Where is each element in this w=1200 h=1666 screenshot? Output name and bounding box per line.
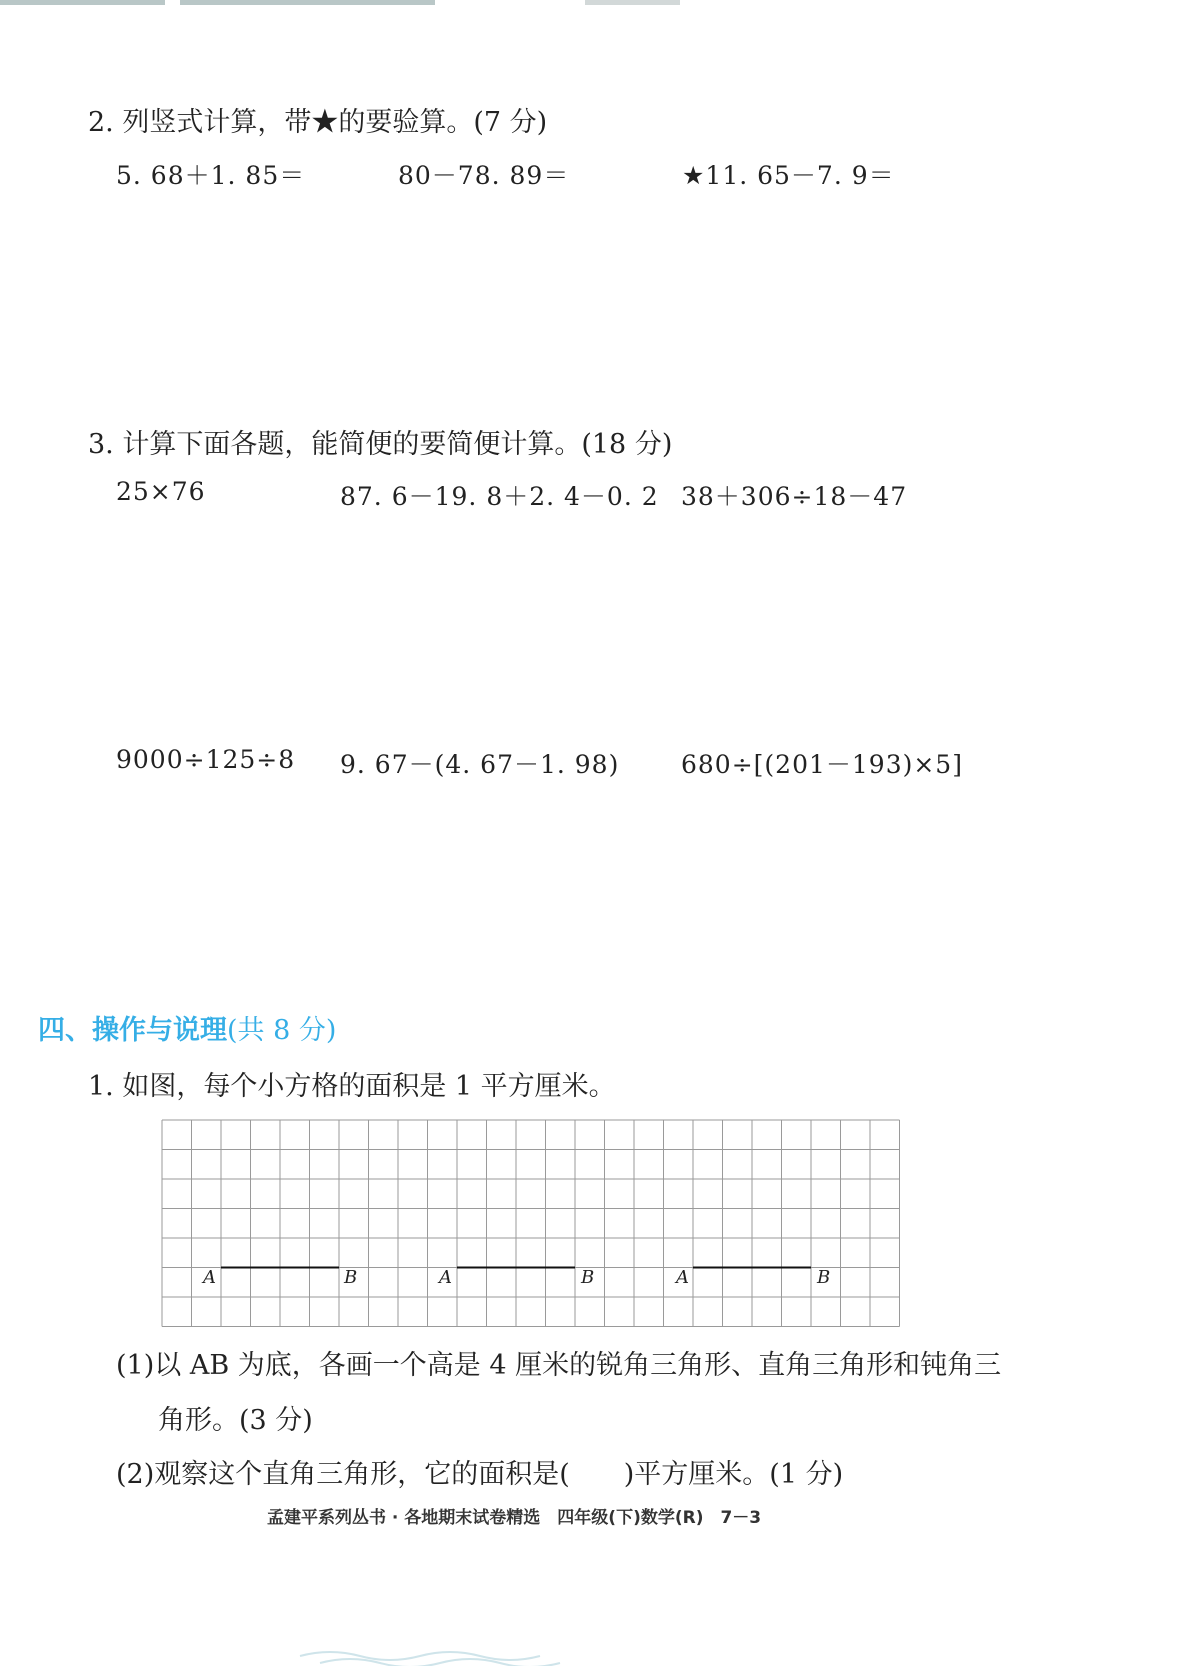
section-4-score: (共 8 分) [227, 1015, 337, 1046]
section-4-title: 四、操作与说理 [38, 1015, 227, 1046]
question-3-title: 3. 计算下面各题，能简便的要简便计算。(18 分) [88, 429, 673, 460]
point-a-label-1: A [203, 1267, 216, 1288]
point-b-label-1: B [344, 1267, 358, 1288]
point-b-label-3: B [817, 1267, 831, 1288]
bottom-wave-decoration [0, 1626, 1200, 1666]
expression-3-3: 38＋306÷18－47 [681, 482, 908, 511]
expression-2-3: ★11. 65－7. 9＝ [682, 161, 895, 190]
expression-3-6: 680÷[(201－193)×5] [681, 750, 963, 779]
expression-2-2: 80－78. 89＝ [398, 161, 570, 190]
question-2-title: 2. 列竖式计算，带★的要验算。(7 分) [88, 107, 548, 138]
point-b-label-2: B [581, 1267, 595, 1288]
page-footer: 孟建平系列丛书 · 各地期末试卷精选 四年级(下)数学(R) 7－3 [267, 1508, 762, 1528]
expression-2-1: 5. 68＋1. 85＝ [116, 161, 306, 190]
point-a-label-3: A [676, 1267, 689, 1288]
operation-1-part-1-line-2: 角形。(3 分) [158, 1405, 313, 1436]
operation-1-part-2: (2)观察这个直角三角形，它的面积是( )平方厘米。(1 分) [116, 1459, 844, 1490]
expression-3-2: 87. 6－19. 8＋2. 4－0. 2 [340, 482, 659, 511]
point-a-label-2: A [439, 1267, 452, 1288]
operation-1-part-1-line-1: (1)以 AB 为底，各画一个高是 4 厘米的锐角三角形、直角三角形和钝角三 [116, 1350, 1002, 1381]
operation-1-title: 1. 如图，每个小方格的面积是 1 平方厘米。 [88, 1071, 616, 1102]
expression-3-1: 25×76 [116, 477, 206, 506]
expression-3-4: 9000÷125÷8 [116, 745, 296, 774]
expression-3-5: 9. 67－(4. 67－1. 98) [340, 750, 620, 779]
